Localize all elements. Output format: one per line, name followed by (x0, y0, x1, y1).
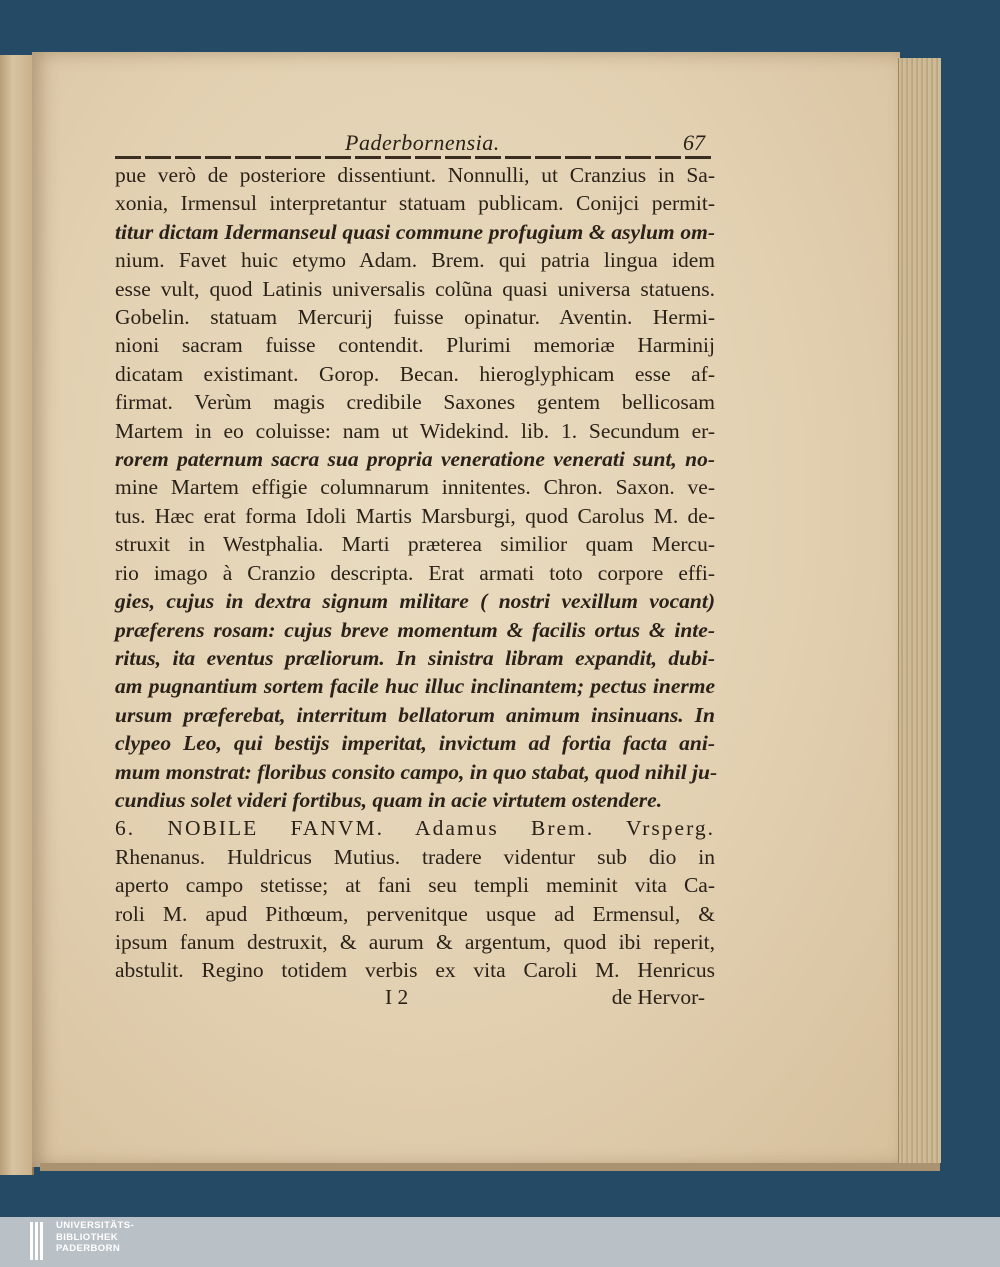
text-line: esse vult, quod Latinis universalis colũna quasi universa statuens. (115, 276, 715, 301)
text-line: Rhenanus. Huldricus Mutius. tradere videntur sub dio in (115, 844, 715, 869)
text-line: tus. Hæc erat forma Idoli Martis Marsburgi, quod Carolus M. de- (115, 503, 715, 528)
text-line: Gobelin. statuam Mercurij fuisse opinatur. Aventin. Hermi- (115, 305, 715, 330)
text-line: aperto campo stetisse; at fani seu templi meminit vita Ca- (115, 873, 715, 898)
text-line: gies, cujus in dextra signum militare ( nostri vexillum vocant) (115, 589, 715, 614)
text-line: clypeo Leo, qui bestijs imperitat, invictum ad fortia facta ani- (115, 731, 715, 756)
text-line: roli M. apud Pithœum, pervenitque usque ad Ermensul, & (115, 901, 715, 926)
text-line: abstulit. Regino totidem verbis ex vita Caroli M. Henricus (115, 958, 715, 983)
text-line: 6. NOBILE FANVM. Adamus Brem. Vrsperg. (115, 816, 715, 841)
left-page-edge (0, 55, 34, 1175)
text-line: nium. Favet huic etymo Adam. Brem. qui patria lingua idem (115, 248, 715, 273)
text-line: rio imago à Cranzio descripta. Erat armati toto corpore effi- (115, 560, 715, 585)
text-block (115, 128, 718, 1015)
library-logo-text (56, 1220, 134, 1255)
text-line: ursum præferebat, interritum bellatorum animum insinuans. In (115, 702, 715, 727)
text-line: Martem in eo coluisse: nam ut Widekind. lib. 1. Secundum er- (115, 418, 715, 443)
text-line: rorem paternum sacra sua propria veneratione venerati sunt, no- (115, 447, 715, 472)
text-line: ipsum fanum destruxit, & aurum & argentum, quod ibi reperit, (115, 929, 715, 954)
text-line: nioni sacram fuisse contendit. Plurimi memoriæ Harminij (115, 333, 715, 358)
text-line: præferens rosam: cujus breve momentum & facilis ortus & inte- (115, 617, 715, 642)
library-logo-icon (30, 1222, 46, 1260)
catchword: de Hervor- (611, 984, 705, 1009)
page-footer (115, 985, 715, 1015)
text-line: cundius solet videri fortibus, quam in acie virtutem ostendere. (115, 787, 663, 812)
text-line: struxit in Westphalia. Marti præterea similior quam Mercu- (115, 532, 715, 557)
text-line: mum monstrat: floribus consito campo, in quo stabat, quod nihil ju- (115, 759, 718, 784)
library-footer-bar (0, 1217, 1000, 1267)
text-line: xonia, Irmensul interpretantur statuam publicam. Conijci permit- (115, 191, 715, 216)
logo-line-1: UNIVERSITÄTS- (56, 1220, 135, 1231)
text-line: firmat. Verùm magis credibile Saxones gentem bellicosam (115, 390, 715, 415)
signature-mark: I 2 (385, 984, 409, 1009)
text-line: titur dictam Idermanseul quasi commune profugium & asylum om- (115, 219, 715, 244)
page-bottom-edge (40, 1163, 940, 1171)
header-rule (115, 156, 715, 159)
running-head (115, 128, 715, 156)
text-line: pue verò de posteriore dissentiunt. Nonnulli, ut Cranzius in Sa- (115, 163, 715, 187)
text-line: dicatam existimant. Gorop. Becan. hieroglyphicam esse af- (115, 361, 715, 386)
page-fore-edge (898, 58, 941, 1163)
logo-line-2: BIBLIOTHEK (56, 1231, 119, 1243)
text-line: ritus, ita eventus præliorum. In sinistra libram expandit, dubi- (115, 645, 715, 670)
text-line: mine Martem effigie columnarum innitentes. Chron. Saxon. ve- (115, 475, 715, 500)
running-title: Paderbornensia. (345, 130, 500, 155)
logo-line-3: PADERBORN (56, 1243, 121, 1254)
text-line: am pugnantium sortem facile huc illuc inclinantem; pectus inerme (115, 674, 715, 699)
page-number: 67 (683, 130, 705, 155)
